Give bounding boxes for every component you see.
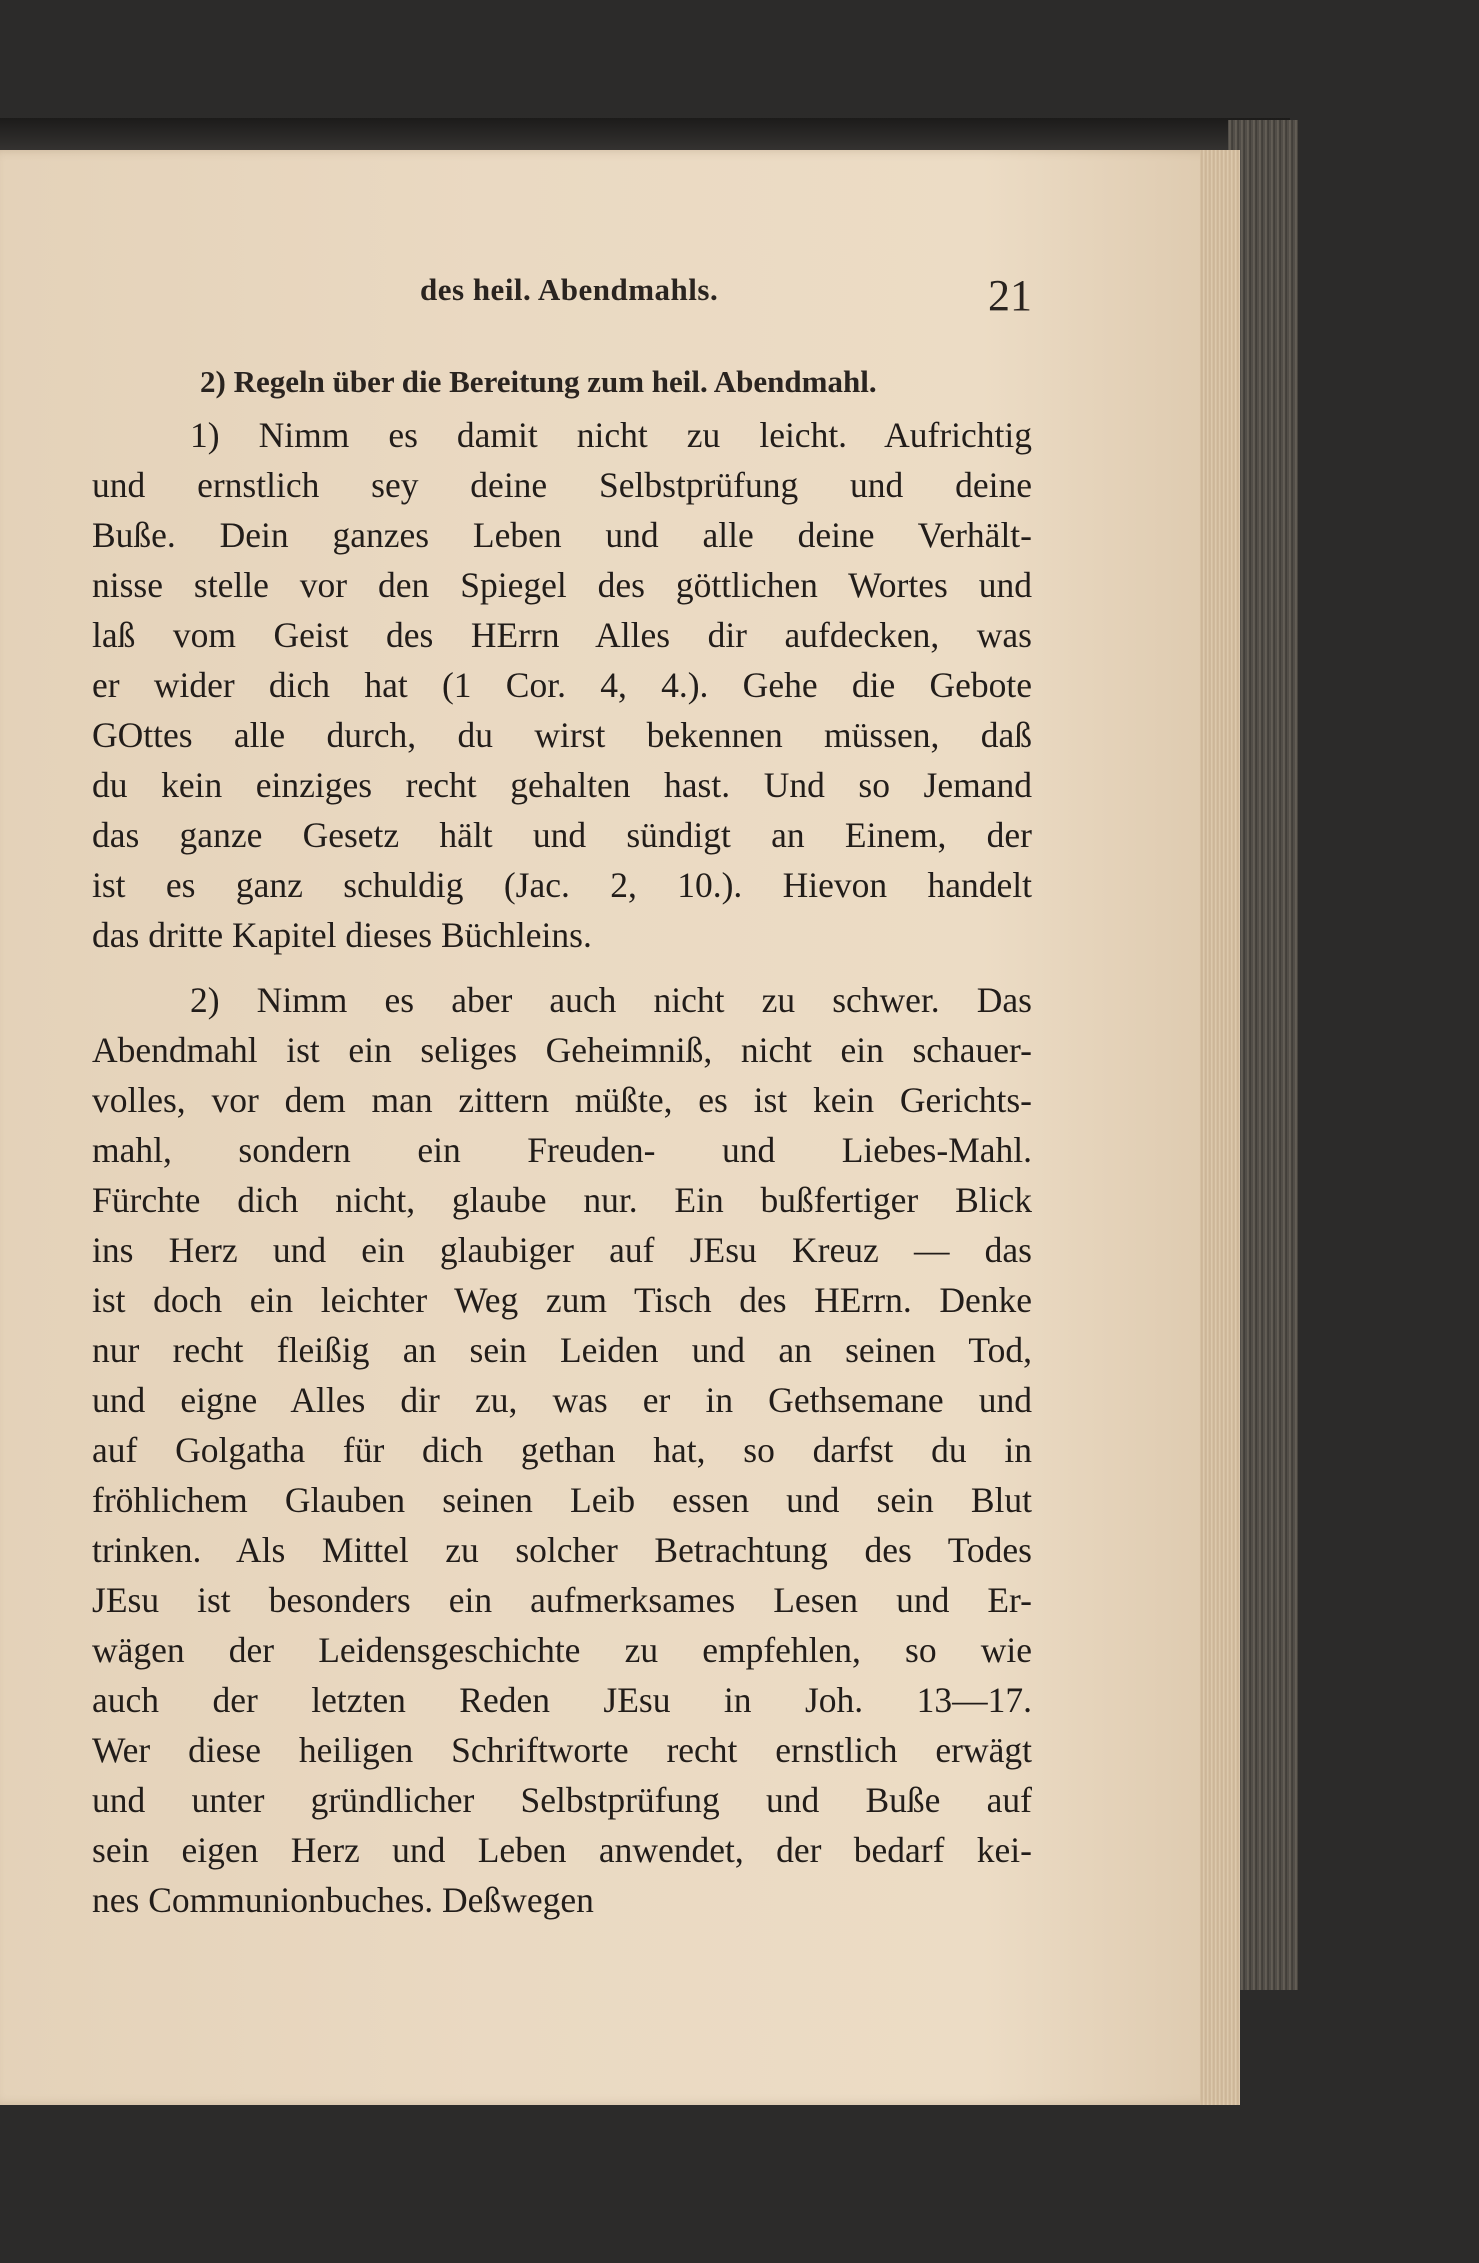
text-line: laß vom Geist des HErrn Alles dir aufdecken, was bbox=[92, 615, 1032, 655]
text-line: auf Golgatha für dich gethan hat, so darfst du in bbox=[92, 1430, 1032, 1470]
text-line: ist doch ein leichter Weg zum Tisch des HErrn. Denke bbox=[92, 1280, 1032, 1320]
text-line: sein eigen Herz und Leben anwendet, der bedarf kei- bbox=[92, 1830, 1032, 1870]
text-line: das dritte Kapitel dieses Büchleins. bbox=[92, 915, 592, 955]
text-line: er wider dich hat (1 Cor. 4, 4.). Gehe die Gebote bbox=[92, 665, 1032, 705]
text-line: 1) Nimm es damit nicht zu leicht. Aufrichtig bbox=[190, 415, 1032, 455]
text-line: Buße. Dein ganzes Leben und alle deine Verhält- bbox=[92, 515, 1032, 555]
text-line: trinken. Als Mittel zu solcher Betrachtung des Todes bbox=[92, 1530, 1032, 1570]
text-line: GOttes alle durch, du wirst bekennen müssen, daß bbox=[92, 715, 1032, 755]
text-line: und unter gründlicher Selbstprüfung und Buße auf bbox=[92, 1780, 1032, 1820]
text-line: ins Herz und ein glaubiger auf JEsu Kreuz — das bbox=[92, 1230, 1032, 1270]
text-line: du kein einziges recht gehalten hast. Und so Jemand bbox=[92, 765, 1032, 805]
text-line: mahl, sondern ein Freuden- und Liebes-Mahl. bbox=[92, 1130, 1032, 1170]
text-line: wägen der Leidensgeschichte zu empfehlen, so wie bbox=[92, 1630, 1032, 1670]
text-line: volles, vor dem man zittern müßte, es ist kein Gerichts- bbox=[92, 1080, 1032, 1120]
page-edge-shade bbox=[1200, 150, 1240, 2105]
text-line: und eigne Alles dir zu, was er in Gethsemane und bbox=[92, 1380, 1032, 1420]
text-line: Fürchte dich nicht, glaube nur. Ein bußfertiger Blick bbox=[92, 1180, 1032, 1220]
text-line: 2) Nimm es aber auch nicht zu schwer. Das bbox=[190, 980, 1032, 1020]
text-line: nisse stelle vor den Spiegel des göttlichen Wortes und bbox=[92, 565, 1032, 605]
text-line: fröhlichem Glauben seinen Leib essen und sein Blut bbox=[92, 1480, 1032, 1520]
text-line: Wer diese heiligen Schriftworte recht ernstlich erwägt bbox=[92, 1730, 1032, 1770]
running-head: des heil. Abendmahls. bbox=[420, 272, 719, 307]
text-line: Abendmahl ist ein seliges Geheimniß, nicht ein schauer- bbox=[92, 1030, 1032, 1070]
text-line: nes Communionbuches. Deßwegen bbox=[92, 1880, 594, 1920]
text-line: nur recht fleißig an sein Leiden und an seinen Tod, bbox=[92, 1330, 1032, 1370]
text-line: und ernstlich sey deine Selbstprüfung und deine bbox=[92, 465, 1032, 505]
text-line: ist es ganz schuldig (Jac. 2, 10.). Hievon handelt bbox=[92, 865, 1032, 905]
text-line: JEsu ist besonders ein aufmerksames Lesen und Er- bbox=[92, 1580, 1032, 1620]
text-line: das ganze Gesetz hält und sündigt an Einem, der bbox=[92, 815, 1032, 855]
text-line: auch der letzten Reden JEsu in Joh. 13—17. bbox=[92, 1680, 1032, 1720]
page-number: 21 bbox=[988, 271, 1032, 320]
section-title: 2) Regeln über die Bereitung zum heil. Abendmahl. bbox=[200, 364, 877, 399]
